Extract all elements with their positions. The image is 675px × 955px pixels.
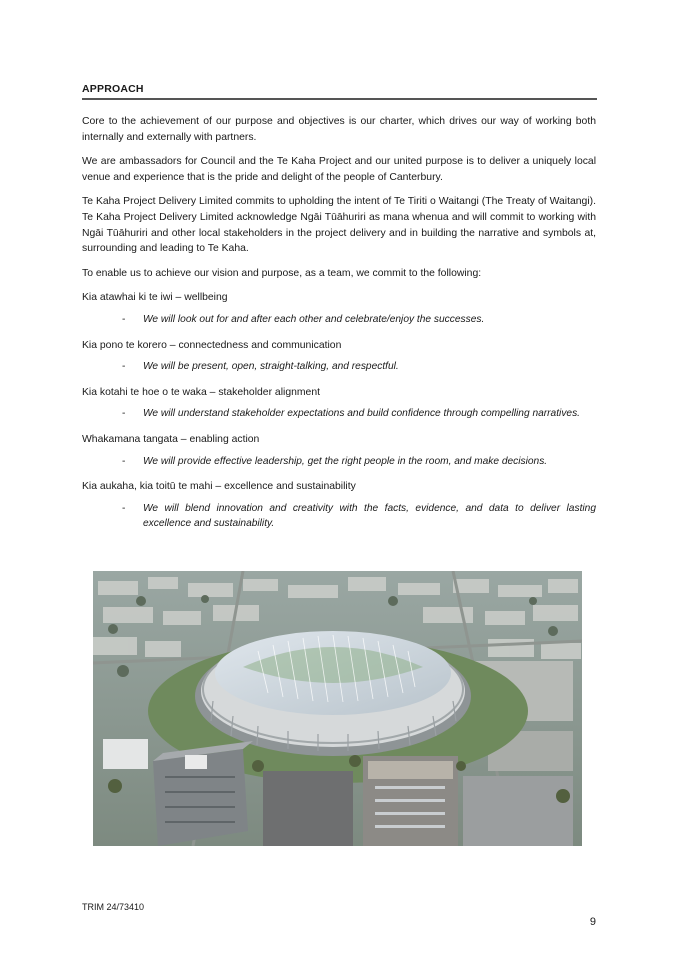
stadium-illustration [93, 571, 582, 846]
document-body [82, 114, 596, 542]
commitment-text: We will be present, open, straight-talking, and respectful. [143, 361, 399, 373]
value-item [82, 432, 596, 469]
commitment-text: We will blend innovation and creativity with the facts, evidence, and data to deliver lasting excellence and sustainability. [143, 502, 596, 530]
value-commitment [122, 501, 596, 532]
paragraph-ambassadors: We are ambassadors for Council and the Te Kaha Project and our united purpose is to deliver a uniquely local venue and experience that is the pride and delight of the people of Canterbury. [82, 156, 596, 183]
bullet-dash: - [122, 313, 126, 325]
value-title: Kia atawhai ki te iwi – wellbeing [82, 292, 228, 304]
commitment-text: We will understand stakeholder expectations and build confidence through compelling narratives. [143, 408, 581, 420]
bullet-dash: - [122, 502, 126, 514]
value-commitment [122, 312, 596, 328]
value-item [82, 338, 596, 375]
value-item [82, 290, 596, 327]
value-commitment [122, 406, 596, 422]
bullet-dash: - [122, 361, 126, 373]
value-title: Kia kotahi te hoe o te waka – stakeholder alignment [82, 386, 320, 398]
bullet-dash: - [122, 408, 126, 420]
value-item [82, 385, 596, 422]
value-item [82, 479, 596, 532]
paragraph-charter: Core to the achievement of our purpose and objectives is our charter, which drives our way of working both internally and externally with partners. [82, 116, 596, 143]
commitment-text: We will look out for and after each other and celebrate/enjoy the successes. [143, 313, 485, 325]
value-title: Whakamana tangata – enabling action [82, 433, 260, 445]
bullet-dash: - [122, 455, 126, 467]
page-number: 9 [589, 916, 596, 928]
value-title: Kia pono te korero – connectedness and communication [82, 339, 342, 351]
value-commitment [122, 359, 596, 375]
trim-reference: TRIM 24/73410 [82, 902, 145, 912]
commitment-text: We will provide effective leadership, get the right people in the room, and make decisions. [143, 455, 548, 467]
paragraph-treaty: Te Kaha Project Delivery Limited commits to upholding the intent of Te Tiriti o Waitangi (The Treaty of Waitangi). Te Kaha Project Delivery Limited acknowledge Ngāi Tūāhuriri as mana whenua and will commit to working with Ngāi Tūāhuriri and other local stakeholders in the project delivery and in building the narrative and symbols at, surrounding and leading to Te Kaha. [82, 196, 596, 255]
value-commitment [122, 454, 596, 470]
stadium-aerial-render [93, 571, 582, 846]
paragraph-commit-intro: To enable us to achieve our vision and purpose, as a team, we commit to the following: [82, 267, 482, 279]
section-heading: APPROACH [82, 83, 597, 100]
value-title: Kia aukaha, kia toitū te mahi – excellence and sustainability [82, 481, 356, 493]
